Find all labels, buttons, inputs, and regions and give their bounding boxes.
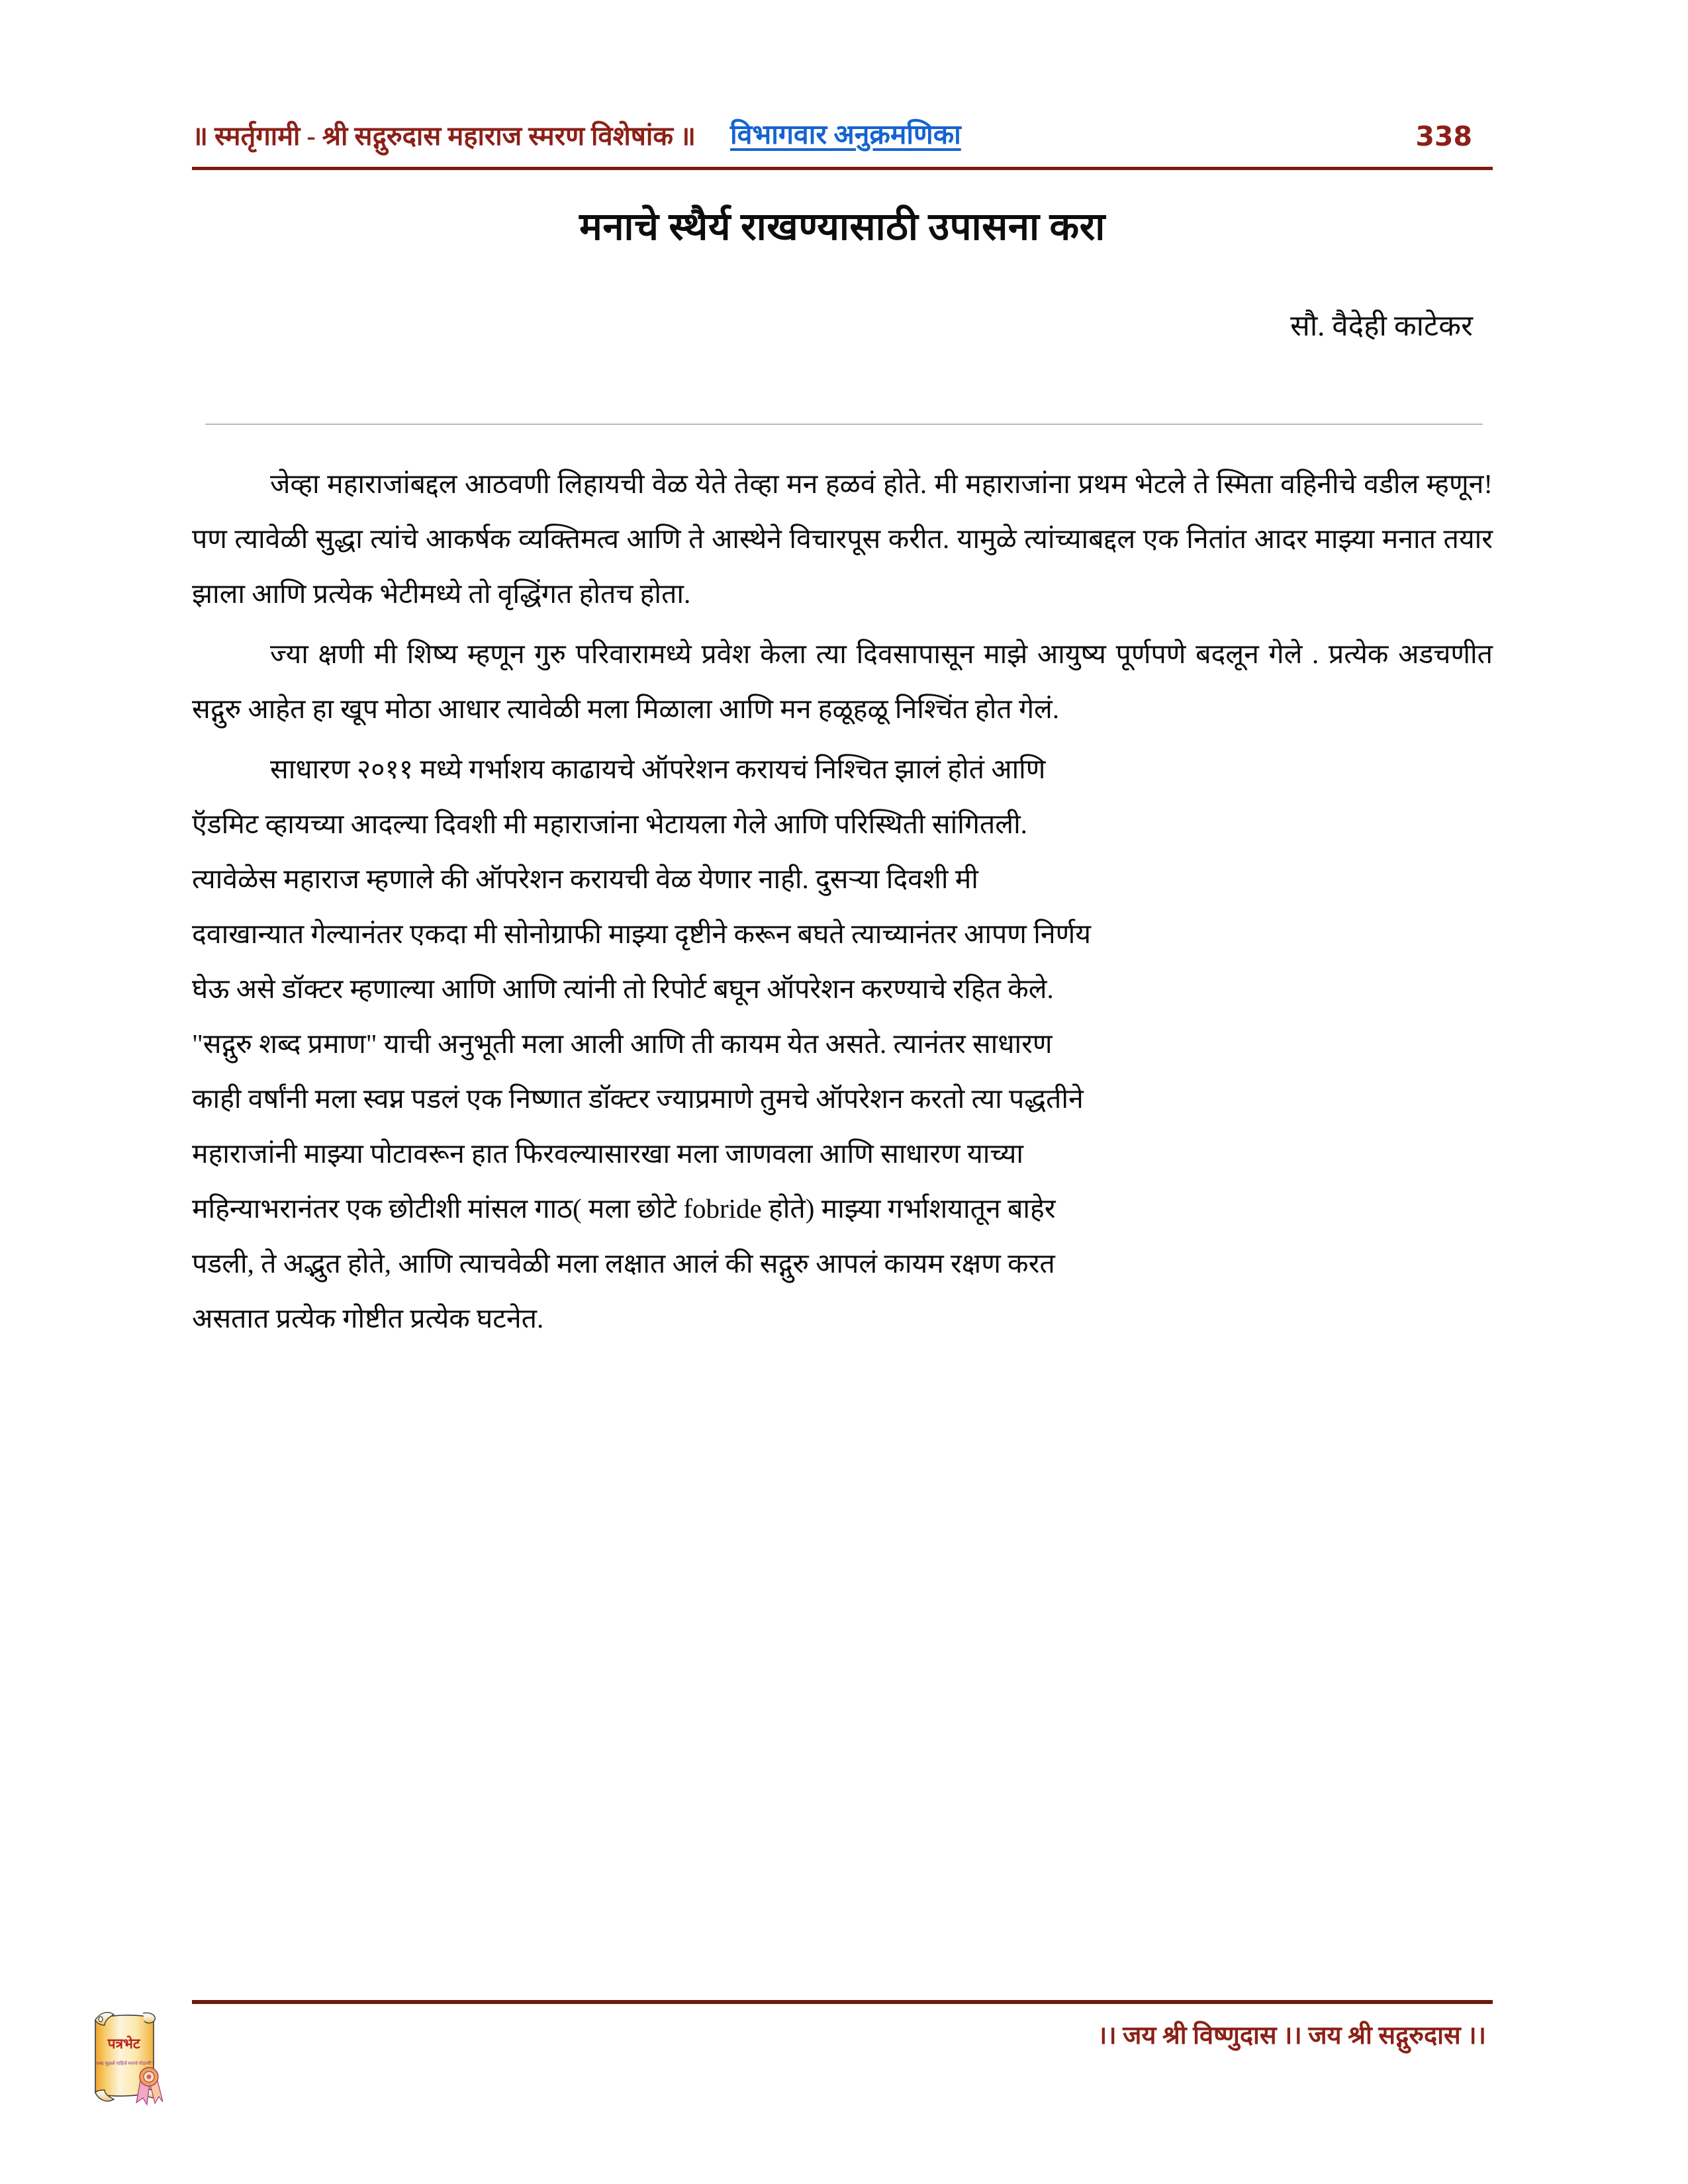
section-index-link[interactable]: विभागवार अनुक्रमणिका <box>729 119 961 150</box>
paragraph-line: महाराजांनी माझ्या पोटावरून हात फिरवल्यासारखा मला जाणवला आणि साधारण याच्या <box>192 1138 1024 1169</box>
paragraph-line: साधारण २०११ मध्ये गर्भाशय काढायचे ऑपरेशन करायचं निश्चित झालं होतं आणि <box>270 754 1046 784</box>
paragraph: ज्या क्षणी मी शिष्य म्हणून गुरु परिवारामध्ये प्रवेश केला त्या दिवसापासून माझे आयुष्य पूर्णपणे बदलून गेले . प्रत्येक अडचणीत सद्गुरु आहेत हा खूप मोठा आधार त्यावेळी मला मिळाला आणि मन हळूहळू निश्चिंत होत गेलं. <box>192 639 1493 724</box>
paragraph-long <box>192 742 1493 1346</box>
paragraph-line: "सद्गुरु शब्द प्रमाण" याची अनुभूती मला आली आणि ती कायम येत असते. त्यानंतर साधारण <box>192 1028 1053 1059</box>
paragraph-line: काही वर्षांनी मला स्वप्न पडलं एक निष्णात डॉक्टर ज्याप्रमाणे तुमचे ऑपरेशन करतो त्या पद्धतीने <box>192 1083 1084 1114</box>
logo-scroll-text: पत्रभेट <box>107 2036 140 2052</box>
author-divider <box>205 424 1483 425</box>
paragraph-line: पडली, ते अद्भुत होते, आणि त्याचवेळी मला लक्षात आलं की सद्गुरु आपलं कायम रक्षण करत <box>192 1248 1055 1279</box>
footer-divider <box>192 2000 1493 2004</box>
paragraph-line: महिन्याभरानंतर एक छोटीशी मांसल गाठ( मला छोटे fobride होते) माझ्या गर्भाशयातून बाहेर <box>192 1193 1056 1224</box>
page-number: 338 <box>1415 120 1472 152</box>
header-divider <box>192 167 1493 170</box>
paragraph-line: दवाखान्यात गेल्यानंतर एकदा मी सोनोग्राफी माझ्या दृष्टीने करून बघते त्याच्यानंतर आपण निर्णय <box>192 919 1091 949</box>
article-title: मनाचे स्थैर्य राखण्यासाठी उपासना करा <box>579 205 1105 248</box>
article-body <box>192 457 1493 1351</box>
footer-blessing: ।। जय श्री विष्णुदास ।। जय श्री सद्गुरुदास ।। <box>1097 2022 1486 2050</box>
paragraph-line: त्यावेळेस महाराज म्हणाले की ऑपरेशन करायची वेळ येणार नाही. दुसऱ्या दिवशी मी <box>192 864 978 894</box>
patrabhet-scroll-logo <box>85 2007 163 2107</box>
paragraph: जेव्हा महाराजांबद्दल आठवणी लिहायची वेळ येते तेव्हा मन हळवं होते. मी महाराजांना प्रथम भेटले ते स्मिता वहिनीचे वडील म्हणून! पण त्यावेळी सुद्धा त्यांचे आकर्षक व्यक्तिमत्व आणि ते आस्थेने विचारपूस करीत. यामुळे त्यांच्याबद्दल एक नितांत आदर माझ्या मनात तयार झाला आणि प्रत्येक भेटीमध्ये तो वृद्धिंगत होतच होता. <box>192 469 1493 609</box>
page-header <box>192 93 1476 152</box>
paragraph-line: असतात प्रत्येक गोष्टीत प्रत्येक घटनेत. <box>192 1303 544 1334</box>
paragraph-line: घेऊ असे डॉक्टर म्हणाल्या आणि आणि त्यांनी तो रिपोर्ट बघून ऑपरेशन करण्याचे रहित केले. <box>192 974 1054 1004</box>
masthead-title: ॥ स्मर्तृगामी - श्री सद्गुरुदास महाराज स्मरण विशेषांक ॥ <box>192 121 696 151</box>
article-author: सौ. वैदेही काटेकर <box>1290 310 1473 342</box>
logo-scroll-tagline: "शब्द जुळले पाहिजे मनाचे गोठाणी" <box>94 2061 154 2066</box>
paragraph-line: ऍडमिट व्हायच्या आदल्या दिवशी मी महाराजांना भेटायला गेले आणि परिस्थिती सांगितली. <box>192 809 1027 839</box>
